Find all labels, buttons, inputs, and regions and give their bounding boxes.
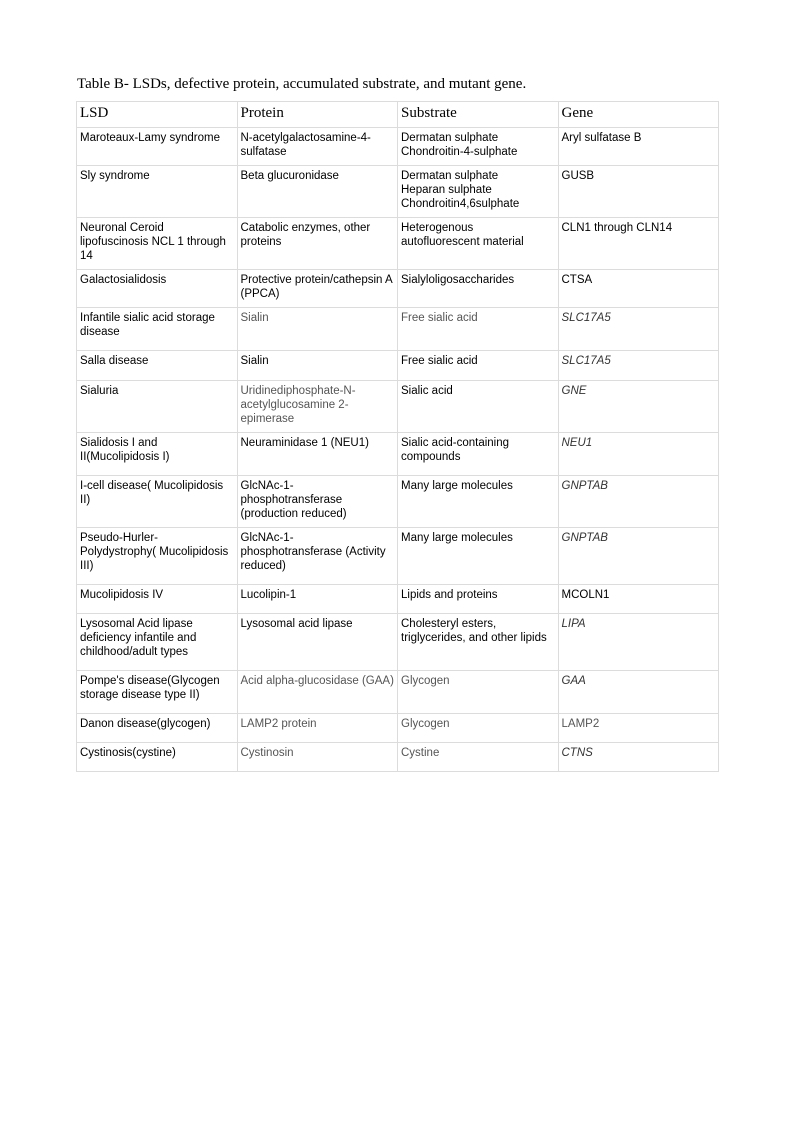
table-row bbox=[77, 308, 719, 351]
table-row bbox=[77, 528, 719, 585]
substrate-cell: Free sialic acid bbox=[398, 351, 559, 381]
protein-cell: Cystinosin bbox=[237, 743, 398, 772]
protein-cell: N-acetylgalactosamine-4-sulfatase bbox=[237, 128, 398, 166]
protein-cell: Sialin bbox=[237, 308, 398, 351]
protein-cell: Lucolipin-1 bbox=[237, 585, 398, 614]
substrate-cell: Sialyloligosaccharides bbox=[398, 270, 559, 308]
lsd-cell: Maroteaux-Lamy syndrome bbox=[77, 128, 238, 166]
protein-cell: LAMP2 protein bbox=[237, 714, 398, 743]
lsd-table bbox=[76, 101, 719, 772]
substrate-cell: Sialic acid-containing compounds bbox=[398, 433, 559, 476]
substrate-cell: Sialic acid bbox=[398, 381, 559, 433]
lsd-cell: Lysosomal Acid lipase deficiency infantile and childhood/adult types bbox=[77, 614, 238, 671]
lsd-cell: Sialidosis I and II(Mucolipidosis I) bbox=[77, 433, 238, 476]
gene-cell: GUSB bbox=[558, 166, 719, 218]
table-row bbox=[77, 614, 719, 671]
protein-cell: Neuraminidase 1 (NEU1) bbox=[237, 433, 398, 476]
substrate-cell: Heterogenous autofluorescent material bbox=[398, 218, 559, 270]
substrate-cell: Glycogen bbox=[398, 671, 559, 714]
protein-cell: Catabolic enzymes, other proteins bbox=[237, 218, 398, 270]
table-row bbox=[77, 381, 719, 433]
table-row bbox=[77, 714, 719, 743]
substrate-cell: Cystine bbox=[398, 743, 559, 772]
substrate-cell: Glycogen bbox=[398, 714, 559, 743]
substrate-cell: Lipids and proteins bbox=[398, 585, 559, 614]
lsd-cell: Sly syndrome bbox=[77, 166, 238, 218]
lsd-cell: Galactosialidosis bbox=[77, 270, 238, 308]
protein-cell: Beta glucuronidase bbox=[237, 166, 398, 218]
lsd-cell: Salla disease bbox=[77, 351, 238, 381]
table-row bbox=[77, 743, 719, 772]
table-row bbox=[77, 218, 719, 270]
gene-cell: GNE bbox=[558, 381, 719, 433]
protein-cell: Protective protein/cathepsin A (PPCA) bbox=[237, 270, 398, 308]
table-row bbox=[77, 351, 719, 381]
table-row bbox=[77, 128, 719, 166]
substrate-cell: Cholesteryl esters, triglycerides, and other lipids bbox=[398, 614, 559, 671]
table-row bbox=[77, 585, 719, 614]
substrate-cell: Dermatan sulphate Chondroitin-4-sulphate bbox=[398, 128, 559, 166]
table-body bbox=[77, 128, 719, 772]
lsd-cell: Neuronal Ceroid lipofuscinosis NCL 1 through 14 bbox=[77, 218, 238, 270]
table-row bbox=[77, 270, 719, 308]
gene-cell: GNPTAB bbox=[558, 476, 719, 528]
gene-cell: CTSA bbox=[558, 270, 719, 308]
protein-cell: Sialin bbox=[237, 351, 398, 381]
protein-cell: GlcNAc-1-phosphotransferase (production reduced) bbox=[237, 476, 398, 528]
table-caption: Table B- LSDs, defective protein, accumulated substrate, and mutant gene. bbox=[77, 76, 527, 92]
gene-cell: LIPA bbox=[558, 614, 719, 671]
gene-cell: CLN1 through CLN14 bbox=[558, 218, 719, 270]
protein-cell: Lysosomal acid lipase bbox=[237, 614, 398, 671]
lsd-cell: Sialuria bbox=[77, 381, 238, 433]
gene-cell: Aryl sulfatase B bbox=[558, 128, 719, 166]
gene-cell: GAA bbox=[558, 671, 719, 714]
table-row bbox=[77, 166, 719, 218]
lsd-cell: Pompe's disease(Glycogen storage disease type II) bbox=[77, 671, 238, 714]
table-header-row bbox=[77, 102, 719, 128]
substrate-cell: Many large molecules bbox=[398, 476, 559, 528]
gene-cell: SLC17A5 bbox=[558, 351, 719, 381]
table-row bbox=[77, 476, 719, 528]
protein-cell: Acid alpha-glucosidase (GAA) bbox=[237, 671, 398, 714]
gene-cell: SLC17A5 bbox=[558, 308, 719, 351]
substrate-cell: Many large molecules bbox=[398, 528, 559, 585]
gene-cell: MCOLN1 bbox=[558, 585, 719, 614]
gene-cell: NEU1 bbox=[558, 433, 719, 476]
protein-cell: Uridinediphosphate-N-acetylglucosamine 2-epimerase bbox=[237, 381, 398, 433]
protein-cell: GlcNAc-1-phosphotransferase (Activity reduced) bbox=[237, 528, 398, 585]
lsd-cell: I-cell disease( Mucolipidosis II) bbox=[77, 476, 238, 528]
header-gene: Gene bbox=[558, 102, 719, 128]
lsd-cell: Danon disease(glycogen) bbox=[77, 714, 238, 743]
header-protein: Protein bbox=[237, 102, 398, 128]
gene-cell: CTNS bbox=[558, 743, 719, 772]
header-substrate: Substrate bbox=[398, 102, 559, 128]
table-row bbox=[77, 433, 719, 476]
lsd-cell: Cystinosis(cystine) bbox=[77, 743, 238, 772]
substrate-cell: Free sialic acid bbox=[398, 308, 559, 351]
lsd-cell: Pseudo-Hurler-Polydystrophy( Mucolipidosis III) bbox=[77, 528, 238, 585]
lsd-cell: Mucolipidosis IV bbox=[77, 585, 238, 614]
lsd-cell: Infantile sialic acid storage disease bbox=[77, 308, 238, 351]
gene-cell: GNPTAB bbox=[558, 528, 719, 585]
header-lsd: LSD bbox=[77, 102, 238, 128]
substrate-cell: Dermatan sulphate Heparan sulphate Chondroitin4,6sulphate bbox=[398, 166, 559, 218]
table-row bbox=[77, 671, 719, 714]
gene-cell: LAMP2 bbox=[558, 714, 719, 743]
